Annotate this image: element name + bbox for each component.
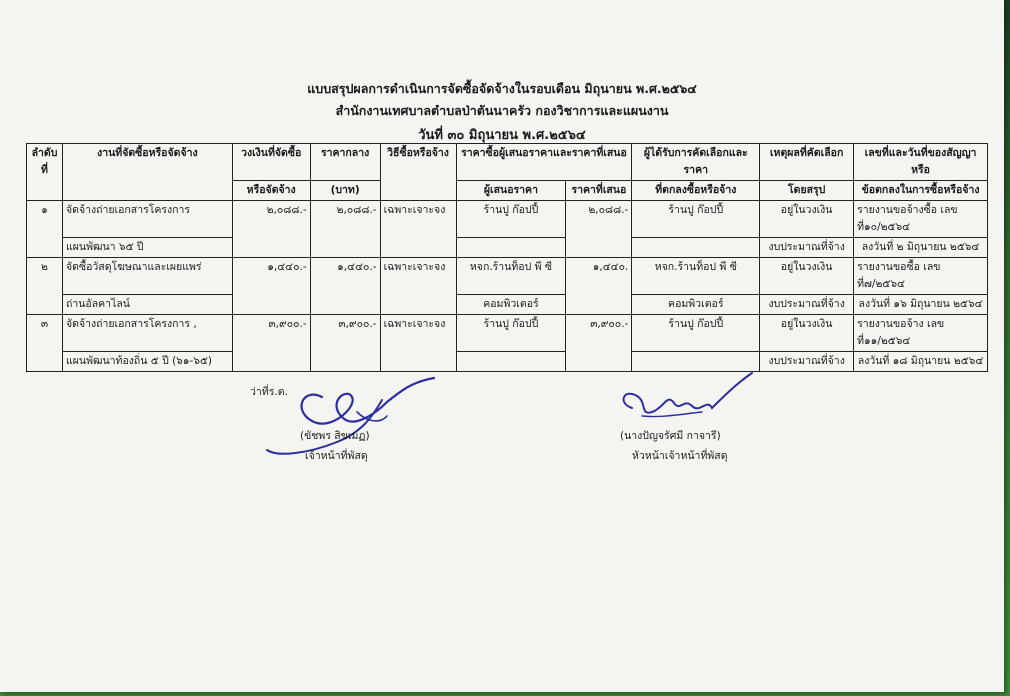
table-row-cont <box>27 352 988 372</box>
doc-subtitle: สำนักงานเทศบาลตำบลป่าตันนาครัว กองวิชาการและแผนงาน <box>335 103 669 118</box>
cell-seq: ๒ <box>27 258 63 315</box>
header-reason-2: โดยสรุป <box>760 181 854 201</box>
cell-item: จัดซื้อวัสดุโฆษณาและเผยแพร่ <box>62 258 232 295</box>
cell-budget: ๒,๐๘๘.- <box>232 201 310 258</box>
cell-contract-2: ลงวันที่ ๑๖ มิถุนายน ๒๕๖๔ <box>854 295 988 315</box>
cell-item-2: แผนพัฒนาท้องถิ่น ๕ ปี (๖๑-๖๕) <box>62 352 232 372</box>
cell-item-2: แผนพัฒนา ๖๕ ปี <box>62 238 232 258</box>
cell-bidder: หจก.ร้านท็อป พี ซี <box>456 258 566 295</box>
cell-reason: อยู่ในวงเงิน <box>760 201 854 238</box>
right-signer-role: หัวหน้าเจ้าหน้าที่พัสดุ <box>632 450 728 462</box>
header-winner: ผู้ได้รับการคัดเลือกและราคา <box>632 144 760 181</box>
table-row <box>27 258 988 295</box>
cell-bidder-2: คอมพิวเตอร์ <box>456 295 566 315</box>
cell-method: เฉพาะเจาะจง <box>380 258 456 315</box>
cell-contract-2: ลงวันที่ ๑๘ มิถุนายน ๒๕๖๔ <box>854 352 988 372</box>
cell-bidder: ร้านปู ก๊อปปี้ <box>456 315 566 352</box>
cell-seq: ๓ <box>27 315 63 372</box>
cell-method: เฉพาะเจาะจง <box>380 315 456 372</box>
left-signer-role: เจ้าหน้าที่พัสดุ <box>305 450 368 462</box>
cell-item: จัดจ้างถ่ายเอกสารโครงการ , <box>62 315 232 352</box>
cell-contract: รายงานขอจ้างซื้อ เลขที่๑๐/๒๕๖๔ <box>854 201 988 238</box>
header-reason: เหตุผลที่คัดเลือก <box>760 144 854 181</box>
cell-item-2: ถ่านอัลคาไลน์ <box>62 295 232 315</box>
cell-winner: ร้านปู ก๊อปปี้ <box>632 201 760 238</box>
cell-median: ๑,๔๔๐.- <box>310 258 380 315</box>
cell-contract: รายงานขอจ้าง เลขที่๑๑/๒๕๖๔ <box>854 315 988 352</box>
header-contract: เลขที่และวันที่ของสัญญาหรือ <box>854 144 988 181</box>
header-row <box>27 144 988 181</box>
cell-seq: ๑ <box>27 201 63 258</box>
cell-budget: ๑,๔๔๐.- <box>232 258 310 315</box>
cell-bidder-2 <box>456 238 566 258</box>
cell-reason-2: งบประมาณที่จ้าง <box>760 238 854 258</box>
header-budget-2: หรือจัดจ้าง <box>232 181 310 201</box>
header-seq: ลำดับที่ <box>27 144 63 201</box>
header-item: งานที่จัดซื้อหรือจัดจ้าง <box>62 144 232 201</box>
cell-reason-2: งบประมาณที่จ้าง <box>760 295 854 315</box>
cell-winner-2: คอมพิวเตอร์ <box>632 295 760 315</box>
cell-bidprice: ๒,๐๘๘.- <box>566 201 632 258</box>
cell-winner: หจก.ร้านท็อป พี ซี <box>632 258 760 295</box>
cell-contract-2: ลงวันที่ ๒ มิถุนายน ๒๕๖๔ <box>854 238 988 258</box>
cell-bidder: ร้านปู ก๊อปปี้ <box>456 201 566 238</box>
cell-budget: ๓,๙๐๐.- <box>232 315 310 372</box>
header-winner-2: ที่ตกลงซื้อหรือจ้าง <box>632 181 760 201</box>
left-signer-title: ว่าที่ร.ต. <box>250 386 288 398</box>
header-median: ราคากลาง <box>310 144 380 181</box>
doc-date: วันที่ ๓๐ มิถุนายน พ.ศ.๒๕๖๔ <box>418 128 586 143</box>
header-bidder: ผู้เสนอราคา <box>456 181 566 201</box>
left-signer-name: (ขัชพร สิขเมฏ) <box>300 430 370 442</box>
table-row <box>27 201 988 238</box>
header-bid: ราคาซื้อผู้เสนอราคาและราคาที่เสนอ <box>456 144 632 181</box>
cell-reason: อยู่ในวงเงิน <box>760 315 854 352</box>
table-row-cont <box>27 238 988 258</box>
procurement-table <box>26 143 988 372</box>
cell-bidprice: ๓,๙๐๐.- <box>566 315 632 372</box>
header-bidprice: ราคาที่เสนอ <box>566 181 632 201</box>
cell-reason: อยู่ในวงเงิน <box>760 258 854 295</box>
cell-item: จัดจ้างถ่ายเอกสารโครงการ <box>62 201 232 238</box>
cell-reason-2: งบประมาณที่จ้าง <box>760 352 854 372</box>
cell-method: เฉพาะเจาะจง <box>380 201 456 258</box>
cell-median: ๓,๙๐๐.- <box>310 315 380 372</box>
cell-bidder-2 <box>456 352 566 372</box>
header-contract-2: ข้อตกลงในการซื้อหรือจ้าง <box>854 181 988 201</box>
cell-bidprice: ๑,๔๔๐. <box>566 258 632 315</box>
header-median-2: (บาท) <box>310 181 380 201</box>
table-row-cont <box>27 295 988 315</box>
table-row <box>27 315 988 352</box>
cell-contract: รายงานขอซื้อ เลขที่๗/๒๕๖๔ <box>854 258 988 295</box>
right-signature-mark <box>612 368 762 428</box>
cell-median: ๒,๐๘๘.- <box>310 201 380 258</box>
right-signer-name: (นางปัญจรัศมี กาจารี) <box>620 430 721 442</box>
header-method: วิธีซื้อหรือจ้าง <box>380 144 456 201</box>
cell-winner: ร้านปู ก๊อปปี้ <box>632 315 760 352</box>
header-budget: วงเงินที่จัดซื้อ <box>232 144 310 181</box>
cell-winner-2 <box>632 238 760 258</box>
doc-title: แบบสรุปผลการดำเนินการจัดซื้อจัดจ้างในรอบเดือน มิถุนายน พ.ศ.๒๕๖๔ <box>307 81 697 96</box>
